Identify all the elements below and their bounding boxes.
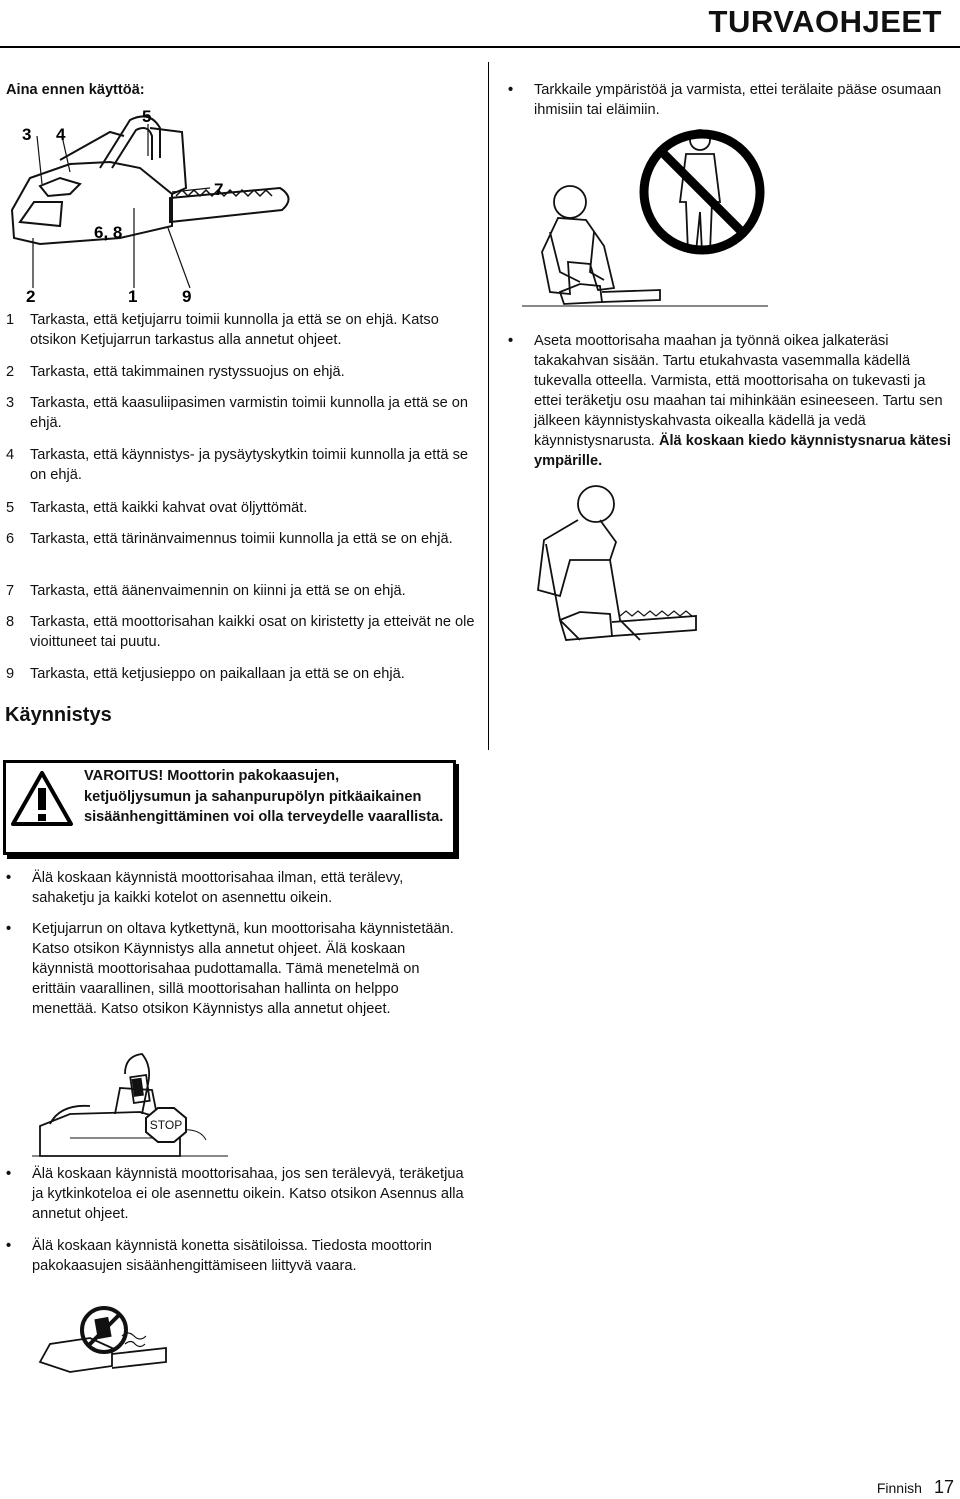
stop-sign-label: STOP (149, 1118, 183, 1132)
figure-label-2: 2 (26, 287, 36, 306)
bullet-dot: • (6, 1238, 12, 1254)
bullet-item (6, 868, 466, 908)
checklist-item-6 (6, 529, 476, 549)
bullet-item (508, 331, 954, 471)
page-number: 17 (933, 1477, 954, 1497)
checklist-text: Tarkasta, että käynnistys- ja pysäytyskytkin toimii kunnolla ja että se on ehjä. (30, 447, 468, 483)
warning-triangle-icon (10, 770, 74, 828)
bullet-item (6, 1164, 466, 1224)
drop-start-prohibited-illustration (30, 1044, 230, 1159)
bullet-text (534, 331, 954, 471)
checklist-text: Tarkasta, että ketjusieppo on paikallaan ja että se on ehjä. (30, 666, 405, 682)
checklist-text: Tarkasta, että kaikki kahvat ovat öljyttömät. (30, 500, 308, 516)
checklist-item-8 (6, 612, 476, 652)
chainsaw-parts-diagram (0, 98, 300, 308)
bullet-dot: • (508, 82, 514, 98)
checklist-text: Tarkasta, että takimmainen rystyssuojus on ehjä. (30, 364, 345, 380)
checklist-item-2 (6, 362, 476, 382)
checklist-number: 8 (6, 614, 15, 630)
bullet-item (508, 80, 948, 120)
footer-language: Finnish (876, 1480, 922, 1496)
bullet-text: Älä koskaan käynnistä moottorisahaa ilman, että terälevy, sahaketju ja kaikki kotelot on asennettu oikein. (32, 870, 404, 906)
checklist-text: Tarkasta, että ketjujarru toimii kunnolla ja että se on ehjä. Katso otsikon Ketjujarrun tarkastus alla annetut ohjeet. (30, 312, 439, 348)
bullet-dot: • (6, 921, 12, 937)
checklist-number: 3 (6, 395, 15, 411)
bullet-item (6, 1236, 466, 1276)
bullet-dot: • (6, 1166, 12, 1182)
checklist-number: 6 (6, 531, 15, 547)
checklist-text: Tarkasta, että kaasuliipasimen varmistin toimii kunnolla ja että se on ehjä. (30, 395, 469, 431)
bullet-text-normal: Aseta moottorisaha maahan ja työnnä oikea jalkateräsi takakahvan sisään. Tartu etukahvasta vasemmalla kädellä tukevalla otteella. Varmista, että moottorisaha on tukevasti ja ettei teräketju osu maahan tai mihinkään esineeseen. Tartu sen jälkeen käynnistyskahvasta oikealla kädellä ja vedä käynnistysnarusta. (534, 333, 943, 449)
column-divider (488, 62, 489, 750)
checklist-item-5 (6, 498, 476, 518)
checklist-number: 5 (6, 500, 15, 516)
bullet-text: Älä koskaan käynnistä konetta sisätiloissa. Tiedosta moottorin pakokaasujen sisäänhengittämiseen liittyvä vaara. (32, 1238, 432, 1274)
bystander-prohibited-illustration (520, 122, 770, 312)
header-rule (0, 46, 960, 48)
figure-label-5: 5 (142, 107, 152, 126)
figure-label-6-8: 6, 8 (94, 223, 123, 242)
warning-text: VAROITUS! Moottorin pakokaasujen, ketjuöljysumun ja sahanpurupölyn pitkäaikainen sisäänhengittäminen voi olla terveydelle vaarallista. (84, 768, 444, 825)
checklist-number: 9 (6, 666, 15, 682)
checklist-text: Tarkasta, että äänenvaimennin on kiinni ja että se on ehjä. (30, 583, 406, 599)
starting-position-illustration (520, 480, 700, 660)
figure-label-1: 1 (128, 287, 138, 306)
checklist-text: Tarkasta, että tärinänvaimennus toimii kunnolla ja että se on ehjä. (30, 531, 453, 547)
checklist-number: 4 (6, 447, 15, 463)
checklist-item-4 (6, 445, 476, 485)
bullet-item (6, 919, 466, 1019)
checklist-item-7 (6, 581, 476, 601)
bullet-dot: • (508, 333, 514, 349)
page-footer (877, 1477, 954, 1498)
checklist-item-1 (6, 310, 476, 350)
figure-label-9: 9 (182, 287, 192, 306)
bullet-text: Älä koskaan käynnistä moottorisahaa, jos sen terälevyä, teräketjua ja kytkinkoteloa ei ole asennettu oikein. Katso otsikon Asennus alla annetut ohjeet. (32, 1166, 464, 1222)
figure-label-7: 7 (214, 180, 224, 199)
checklist-text: Tarkasta, että moottorisahan kaikki osat on kiristetty ja etteivät ne ole vioittuneet tai puutu. (30, 614, 475, 650)
checklist-item-9 (6, 664, 476, 684)
checklist-number: 2 (6, 364, 15, 380)
bullet-text: Tarkkaile ympäristöä ja varmista, ettei terälaite pääse osumaan ihmisiin tai eläimiin. (534, 82, 942, 118)
figure-label-3: 3 (22, 125, 32, 144)
indoor-start-prohibited-illustration (30, 1304, 170, 1394)
bullet-dot: • (6, 870, 12, 886)
checklist-number: 7 (6, 583, 15, 599)
figure-label-4: 4 (56, 125, 66, 144)
intro-heading: Aina ennen käyttöä: (6, 82, 145, 98)
section-heading: Käynnistys (5, 704, 112, 726)
bullet-text: Ketjujarrun on oltava kytkettynä, kun moottorisaha käynnistetään. Katso otsikon Käynnistys alla annetut ohjeet. Älä koskaan käynnistä moottorisahaa pudottamalla. Tämä menetelmä on erittäin vaarallinen, sillä moottorisahan hallinta on helppo menettää. Katso otsikon Käynnistys alla annetut ohjeet. (32, 921, 454, 1017)
bullet-text-bold: Älä koskaan kiedo käynnistysnarua kätesi ympärille. (534, 433, 951, 469)
stop-sign-icon (146, 1108, 186, 1142)
guide-bar-shape (170, 188, 289, 222)
checklist-number: 1 (6, 312, 15, 328)
page-title: TURVAOHJEET (708, 4, 942, 39)
checklist-item-3 (6, 393, 476, 433)
